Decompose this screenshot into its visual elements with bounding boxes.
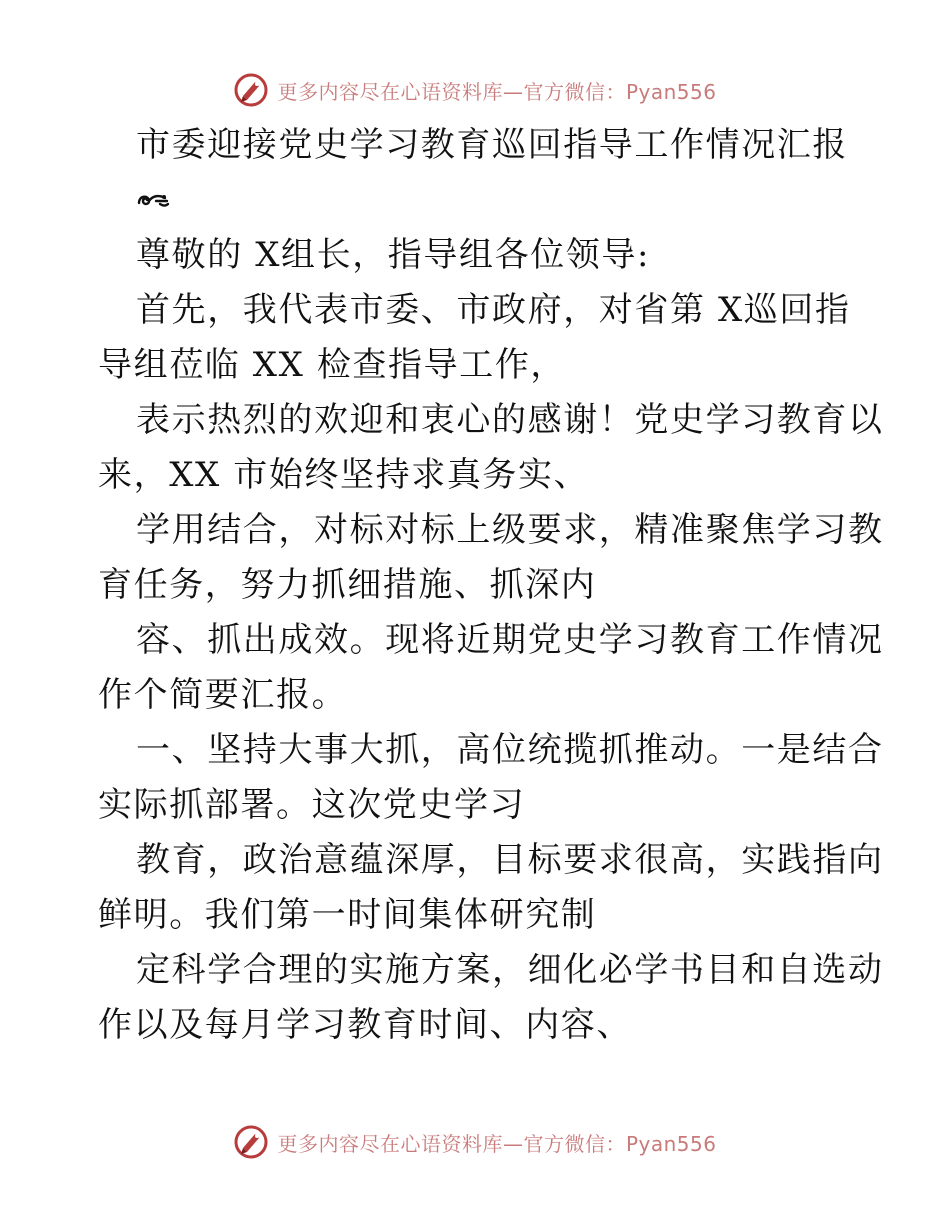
paragraph-line: 作以及每月学习教育时间、内容、 xyxy=(98,1005,632,1045)
footer-banner-text: 更多内容尽在心语资料库—官方微信：Pyan556 xyxy=(277,1131,717,1156)
paragraph-line: 定科学合理的实施方案，细化必学书目和自选动 xyxy=(136,950,884,990)
document-title: 市委迎接党史学习教育巡回指导工作情况汇报 xyxy=(136,125,848,165)
paragraph xyxy=(98,283,858,393)
paragraph-line: 来，XX 市始终坚持求真务实、 xyxy=(98,455,590,495)
paragraph-line: 鲜明。我们第一时间集体研究制 xyxy=(98,895,597,935)
paragraph xyxy=(98,503,884,613)
paragraph-line: 作个简要汇报。 xyxy=(98,675,348,715)
header-banner-text: 更多内容尽在心语资料库—官方微信：Pyan556 xyxy=(277,79,717,104)
paragraph-line: 导组莅临 XX 检查指导工作， xyxy=(98,345,567,385)
paragraph-line: 教育，政治意蕴深厚，目标要求很高，实践指向 xyxy=(136,840,884,880)
paragraph-line: 实际抓部署。这次党史学习 xyxy=(98,785,526,825)
header-banner xyxy=(0,70,950,110)
paragraph xyxy=(98,833,884,943)
paragraph xyxy=(98,613,884,723)
swirl-ornament-icon xyxy=(136,173,858,228)
paragraph-line: 首先，我代表市委、市政府，对省第 X巡回指 xyxy=(136,290,851,330)
document-body xyxy=(98,118,884,1053)
pen-logo-icon xyxy=(233,1124,269,1160)
paragraph xyxy=(98,943,884,1053)
footer-banner xyxy=(0,1122,950,1162)
paragraph-line: 表示热烈的欢迎和衷心的感谢！党史学习教育以 xyxy=(136,400,884,440)
paragraph-line: 容、抓出成效。现将近期党史学习教育工作情况 xyxy=(136,620,884,660)
paragraph xyxy=(98,393,884,503)
paragraph xyxy=(98,228,858,283)
paragraph-line: 一、坚持大事大抓，高位统揽抓推动。一是结合 xyxy=(136,730,884,770)
pen-logo-icon xyxy=(233,72,269,108)
paragraph-line: 学用结合，对标对标上级要求，精准聚焦学习教 xyxy=(136,510,884,550)
paragraph-line: 育任务，努力抓细措施、抓深内 xyxy=(98,565,597,605)
paragraph-line: 尊敬的 X组长，指导组各位领导: xyxy=(136,235,651,275)
paragraph xyxy=(98,723,884,833)
